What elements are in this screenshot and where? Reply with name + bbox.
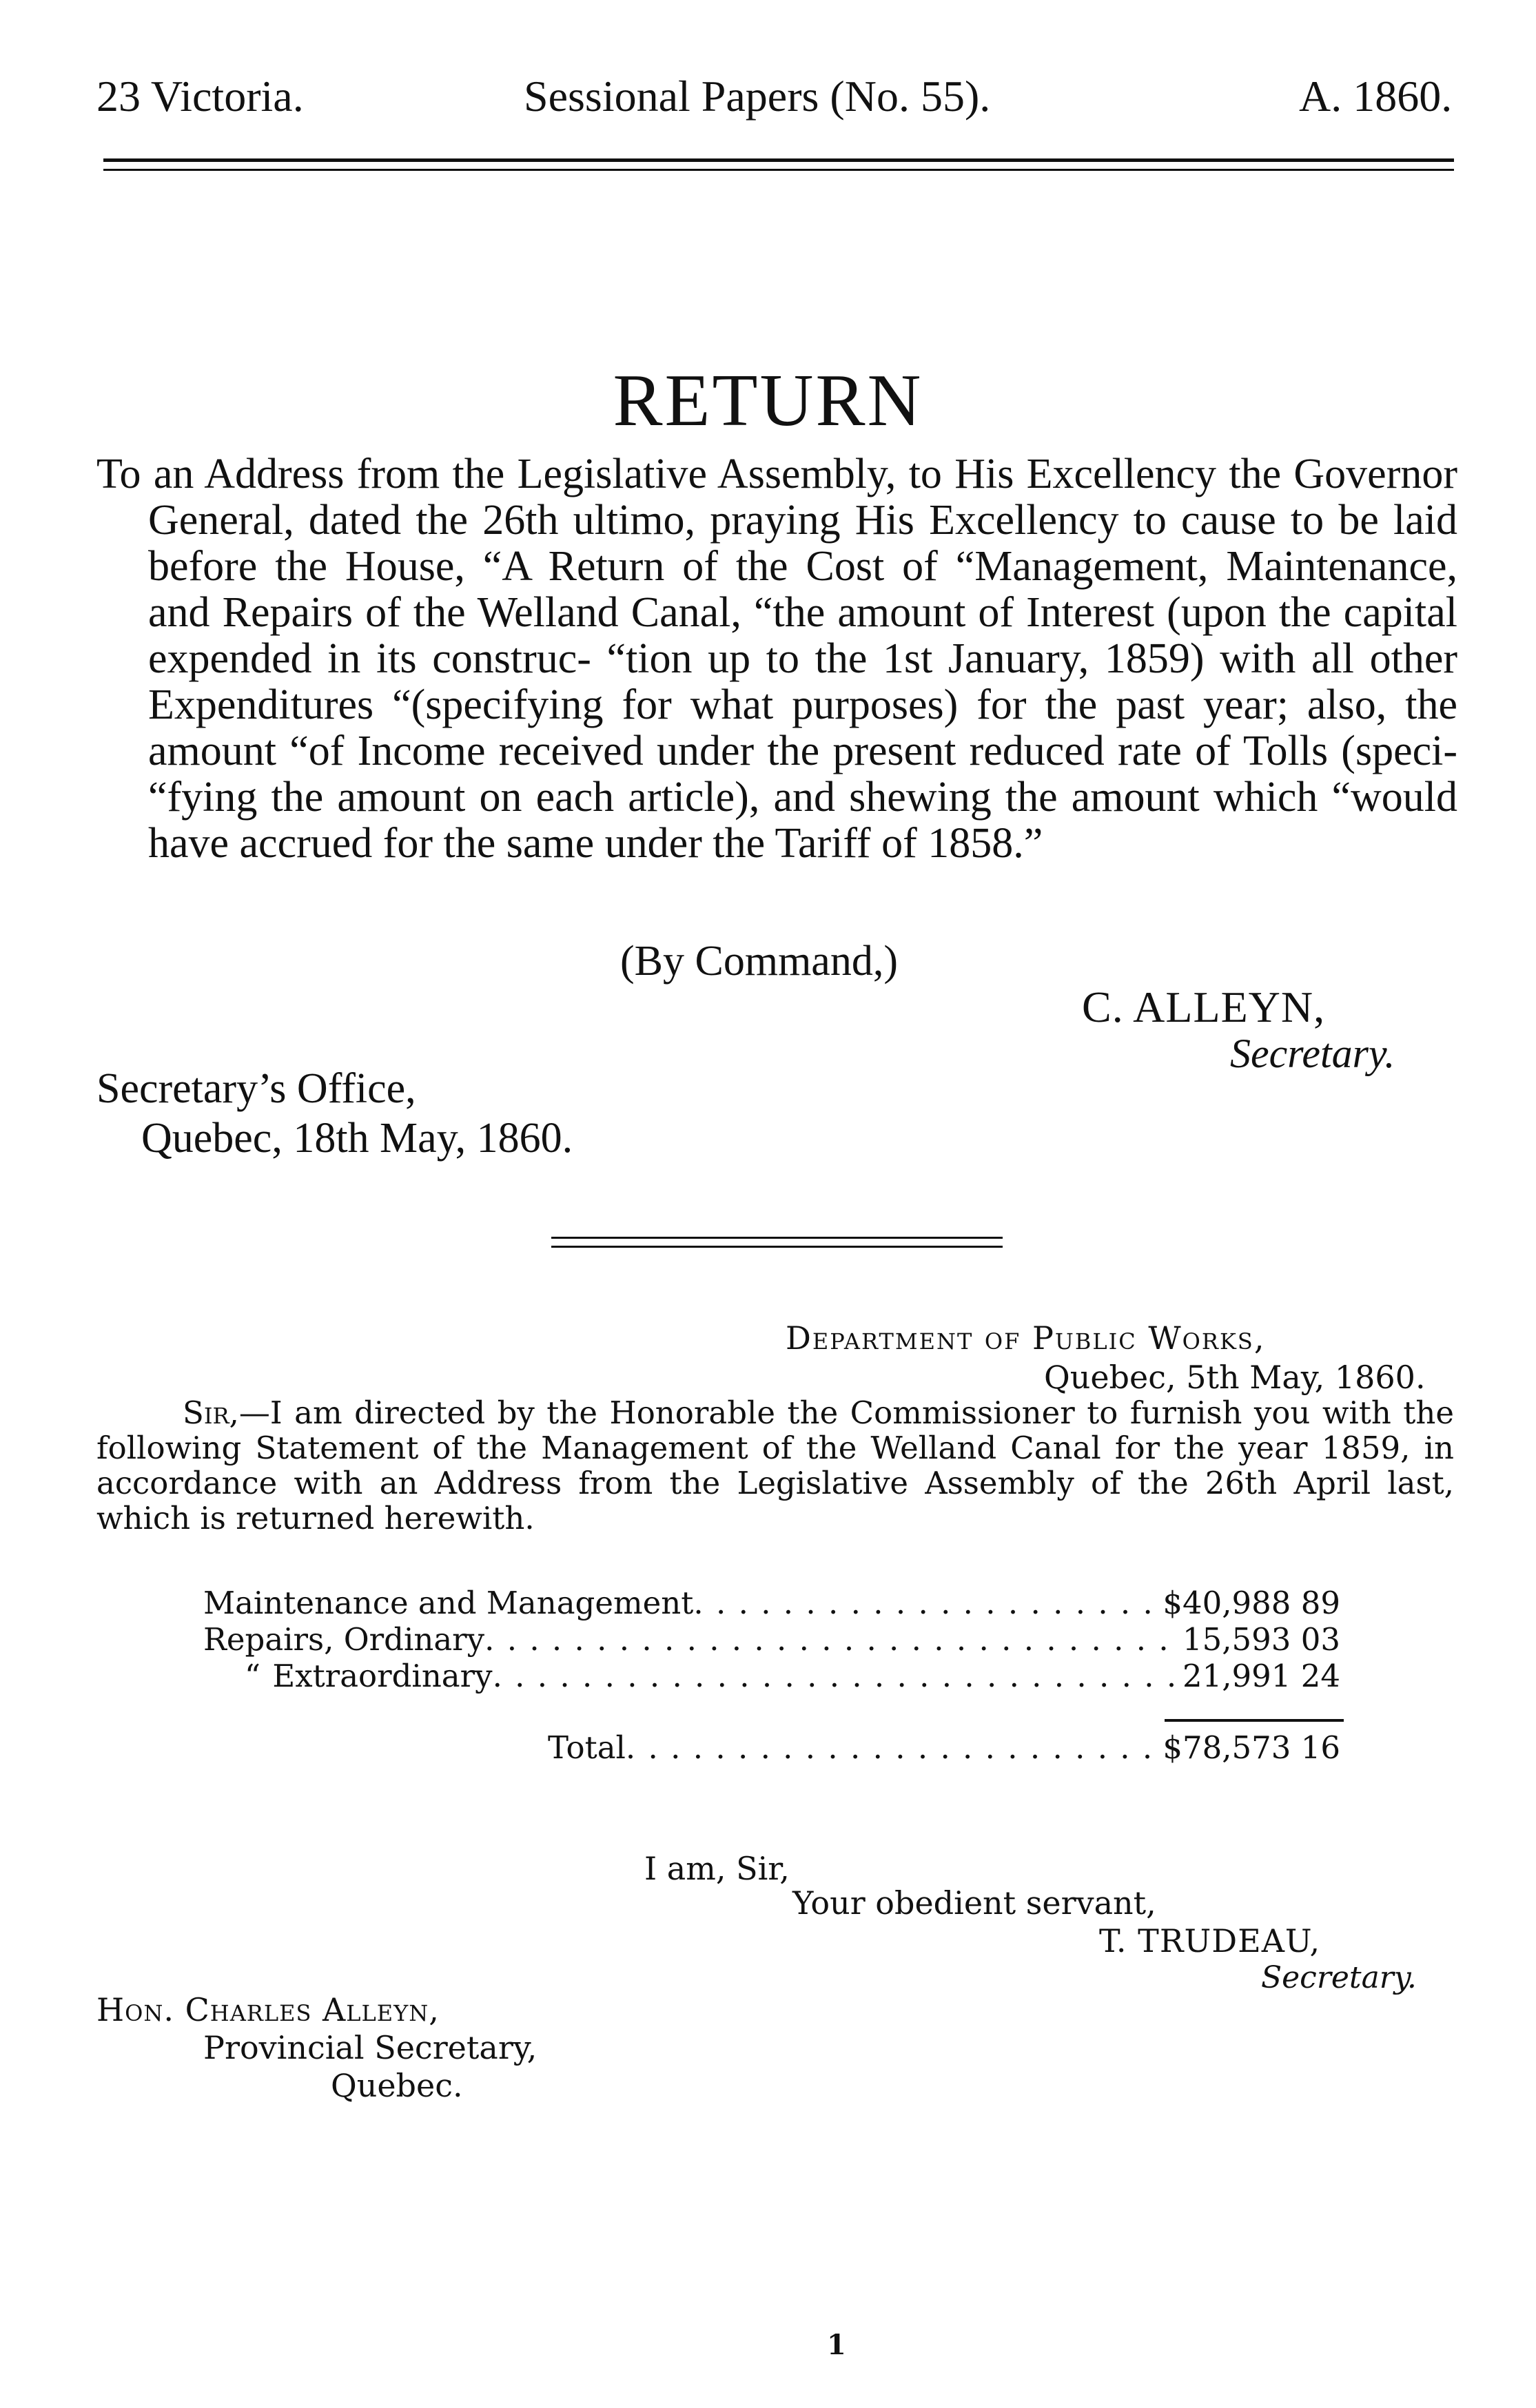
statement-row <box>203 1585 1340 1621</box>
leader-dots <box>626 1729 1163 1766</box>
statement-amount: 15,593 03 <box>1182 1621 1340 1658</box>
section-divider-bottom <box>551 1246 1003 1248</box>
page-title: RETURN <box>613 360 923 442</box>
statement-amount: 21,991 24 <box>1182 1658 1340 1694</box>
header-rule-top <box>103 158 1454 162</box>
statement-row <box>203 1621 1340 1658</box>
letter-salutation: Sir, <box>183 1395 239 1431</box>
closing-line-2: Your obedient servant, <box>792 1884 1156 1922</box>
closing-signer-name: T. TRUDEAU, <box>1099 1922 1321 1959</box>
addressee-position: Provincial Secretary, <box>203 2029 537 2066</box>
header-rule-bottom <box>103 169 1454 171</box>
address-paragraph: To an Address from the Legislative Assembly, to His Excellency the Governor General, dated the 26th ultimo, praying His Excellency to cause to be laid before the House, “A Return of the Cost of “Management, Maintenance, and Repairs of the Welland Canal, “the amount of Interest (upon the capital expended in its construc- “tion up to the 1st January, 1859) with all other Expenditures “(specifying for what purposes) for the past year; also, the amount “of Income received under the present reduced rate of Tolls (speci- “fying the amount on each article), and shewing the amount which “would have accrued for the same under the Tariff of 1858.” <box>96 451 1457 867</box>
total-amount: $78,573 16 <box>1163 1729 1340 1766</box>
total-label: Total <box>548 1729 626 1766</box>
office-line-1: Secretary’s Office, <box>96 1065 416 1112</box>
ditto-mark: “ <box>245 1658 261 1694</box>
total-rule <box>1165 1719 1344 1722</box>
statement-label: Maintenance and Management <box>203 1585 694 1621</box>
by-command: (By Command,) <box>620 938 898 985</box>
addressee-place: Quebec. <box>331 2067 463 2104</box>
total-row <box>548 1729 1340 1766</box>
leader-dots <box>493 1658 1182 1694</box>
closing-line-1: I am, Sir, <box>644 1850 790 1887</box>
office-line-2: Quebec, 18th May, 1860. <box>141 1115 573 1162</box>
header-sessional-papers: Sessional Papers (No. 55). <box>524 72 991 121</box>
letter-body-text: —I am directed by the Honorable the Commissioner to furnish you with the following Statement of the Management of the Welland Canal for the year 1859, in accordance with an Address from the Legislative Assembly of the 26th April last, which is returned herewith. <box>96 1395 1454 1536</box>
signer-title: Secretary. <box>1230 1031 1395 1076</box>
statement-amount: $40,988 89 <box>1163 1585 1340 1621</box>
addressee-name: Hon. Charles Alleyn, <box>96 1991 440 2028</box>
leader-dots <box>484 1621 1182 1658</box>
header-year: A. 1860. <box>1299 72 1453 121</box>
section-divider-top <box>551 1237 1003 1239</box>
statement-label: Repairs, Ordinary <box>203 1621 485 1658</box>
closing-signer-title: Secretary. <box>1261 1960 1417 1995</box>
department-heading: Department of Public Works, <box>786 1319 1266 1357</box>
statement-row <box>203 1658 1340 1694</box>
statement-label: Extraordinary <box>272 1658 493 1694</box>
leader-dots <box>693 1585 1163 1621</box>
letter-date: Quebec, 5th May, 1860. <box>1044 1359 1426 1396</box>
header-session: 23 Victoria. <box>96 72 304 121</box>
page-number: 1 <box>827 2329 846 2361</box>
letter-body <box>96 1395 1454 1536</box>
statement-items <box>203 1585 1340 1694</box>
signer-name: C. ALLEYN, <box>1082 982 1326 1031</box>
